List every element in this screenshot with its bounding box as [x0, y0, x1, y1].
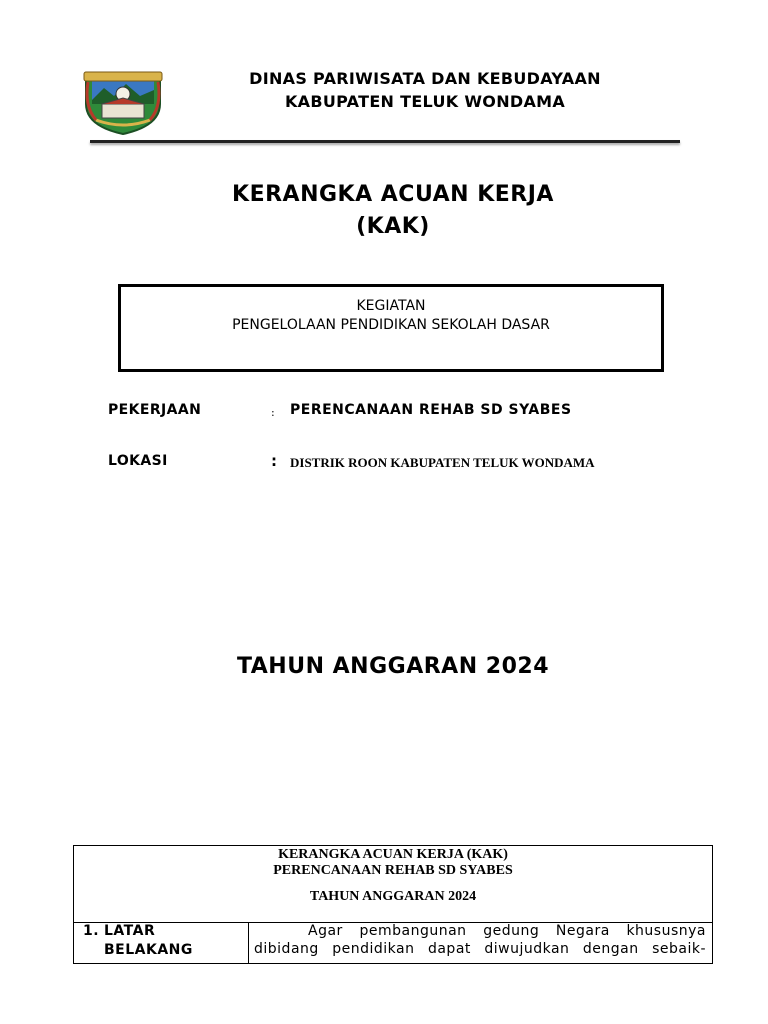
activity-label: KEGIATAN — [356, 298, 426, 314]
location-label: LOKASI — [108, 453, 168, 469]
section-body — [254, 922, 706, 958]
agency-name: DINAS PARIWISATA DAN KEBUDAYAAN — [249, 69, 601, 88]
location-value: DISTRIK ROON KABUPATEN TELUK WONDAMA — [290, 455, 595, 470]
regency-name: KABUPATEN TELUK WONDAMA — [284, 92, 566, 111]
section-title-line1: LATAR — [104, 923, 156, 939]
table-subtitle: PERENCANAAN REHAB SD SYABES — [273, 863, 513, 878]
body-line-2: dibidang pendidikan dapat diwujudkan dengan sebaik- — [254, 941, 706, 957]
table-header — [74, 846, 712, 923]
section-number: 1. — [83, 923, 100, 939]
job-label: PEKERJAAN — [108, 402, 202, 418]
header-divider — [90, 140, 680, 143]
document-title-abbrev: (KAK) — [356, 214, 430, 239]
section-heading-cell — [74, 922, 249, 964]
table-title: KERANGKA ACUAN KERJA (KAK) — [278, 847, 508, 862]
document-title: KERANGKA ACUAN KERJA — [232, 182, 554, 207]
job-value: PERENCANAAN REHAB SD SYABES — [290, 402, 572, 418]
location-colon: : — [271, 452, 277, 470]
activity-name: PENGELOLAAN PENDIDIKAN SEKOLAH DASAR — [232, 317, 550, 333]
activity-box — [118, 284, 664, 372]
body-line-1: Agar pembangunan gedung Negara khususnya — [308, 923, 706, 939]
regency-crest-logo — [82, 70, 164, 136]
budget-year: TAHUN ANGGARAN 2024 — [236, 654, 550, 679]
job-colon: : — [271, 406, 275, 419]
section-title-line2: BELAKANG — [104, 942, 193, 958]
table-year: TAHUN ANGGARAN 2024 — [309, 889, 477, 904]
kak-table — [73, 845, 713, 964]
